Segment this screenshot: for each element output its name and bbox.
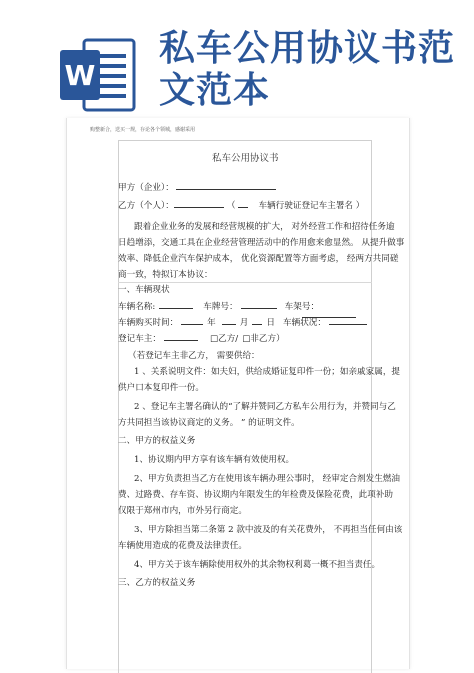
registered-owner-label: 登记车主：: [118, 334, 161, 344]
vehicle-plate-blank: [241, 300, 277, 309]
party-a-line: [118, 181, 276, 193]
banner-title-line1: 私车公用协议书范: [159, 28, 456, 69]
section-2-title: 二、甲方的权益义务: [118, 436, 196, 446]
clause-1-1-line-1: 1 、关系说明文件：如夫妇，供给成婚证复印件一份；如亲戚家属，提: [134, 367, 401, 377]
intro-line-1: 跟着企业业务的发展和经营规模的扩大， 对外经营工作和招待任务逾: [134, 222, 395, 232]
vehicle-info-row-3: [118, 332, 285, 344]
vehicle-name-label: 车辆名称:: [118, 302, 156, 312]
vehicle-status-label: 车辆状况：: [283, 318, 326, 328]
clause-2-2-line-2: 费、过路费、存车资、协议期内年限发生的年检费及保险花费，此项补助: [118, 490, 394, 500]
word-icon-letter: W: [64, 59, 96, 92]
document-banner: [0, 0, 474, 118]
clause-1-1-line-2: 供户口本复印件一份。: [118, 383, 204, 393]
purchase-year-label: 年: [207, 318, 216, 328]
document-tip: 购整新合，送买一规，存论各个领城，感谢采用: [90, 127, 196, 133]
document-title: 私车公用协议书: [212, 153, 279, 164]
word-document-icon: [58, 38, 136, 112]
vehicle-name-blank: [159, 300, 193, 309]
party-b-paren: （: [226, 201, 236, 211]
party-b-blank-2: [238, 199, 248, 208]
vehicle-plate-label: 车牌号：: [203, 302, 238, 312]
owner-option-not-party-b[interactable]: □非乙方）: [242, 334, 285, 344]
party-a-label: 甲方（企业）：: [118, 183, 174, 193]
registered-owner-blank: [164, 332, 198, 341]
purchase-month-blank: [222, 316, 236, 325]
clause-2-2-line-1: 2、甲方负责担当乙方在使用该车辆办理公事时， 经审定合剂发生燃油: [134, 474, 401, 484]
party-b-note: 车辆行驶证登记车主署名 ）: [258, 201, 365, 211]
clause-2-3-line-2: 车辆使用造成的花费及法律责任。: [118, 541, 247, 551]
owner-note: （若登记车主非乙方， 需要供给：: [128, 351, 260, 361]
clause-1-2-line-1: 2 、登记车主署名确认的“了解并赞同乙方私车公用行为，并赞同与乙: [134, 402, 396, 412]
section-1-title: 一、车辆现状: [118, 285, 170, 295]
vehicle-info-row-1: [118, 300, 319, 312]
banner-title-line2: 文范本: [159, 70, 271, 111]
party-b-label: 乙方（个人）：: [118, 201, 174, 211]
clause-2-4: 4、甲方关于该车辆除使用权外的其余物权利葛一概不担当责任。: [134, 560, 381, 570]
intro-line-3: 效率、降低企业汽车保护成本， 优化资源配置等方面考虑， 经两方共同磋: [118, 254, 399, 264]
purchase-day-label: 日: [266, 318, 275, 328]
intro-line-2: 日趋增添，交通工具在企业经营管理活动中的作用愈来愈显然。 从提升做事: [118, 238, 405, 248]
clause-2-1: 1、协议期内甲方享有该车辆有效使用权。: [134, 455, 295, 465]
clause-2-3-line-1: 3、甲方除担当第二条第 2 款中波及的有关花费外， 不再担当任何由该: [134, 525, 403, 535]
purchase-date-label: 车辆购买时间：: [118, 318, 179, 328]
clause-2-2-line-3: 仅限于郑州市内，市外另行商定。: [118, 506, 247, 516]
section-3-title: 三、乙方的权益义务: [118, 578, 196, 588]
party-b-line: [118, 199, 364, 211]
owner-option-party-b[interactable]: □乙方/: [209, 334, 239, 344]
vehicle-frame-label: 车架号：: [284, 302, 320, 312]
party-b-blank: [174, 199, 224, 208]
banner-title: [159, 28, 459, 112]
purchase-day-blank: [252, 316, 262, 325]
intro-line-4: 商一致，特拟订本协议：: [118, 270, 213, 280]
section-divider: [118, 282, 372, 283]
vehicle-status-blank: [329, 316, 367, 325]
vehicle-info-row-2: [118, 316, 367, 328]
party-a-blank: [176, 181, 276, 190]
purchase-year-blank: [181, 316, 203, 325]
purchase-month-label: 月: [239, 318, 249, 328]
clause-1-2-line-2: 方共同担当该协议商定的义务。 ” 的证明文件。: [118, 418, 300, 428]
